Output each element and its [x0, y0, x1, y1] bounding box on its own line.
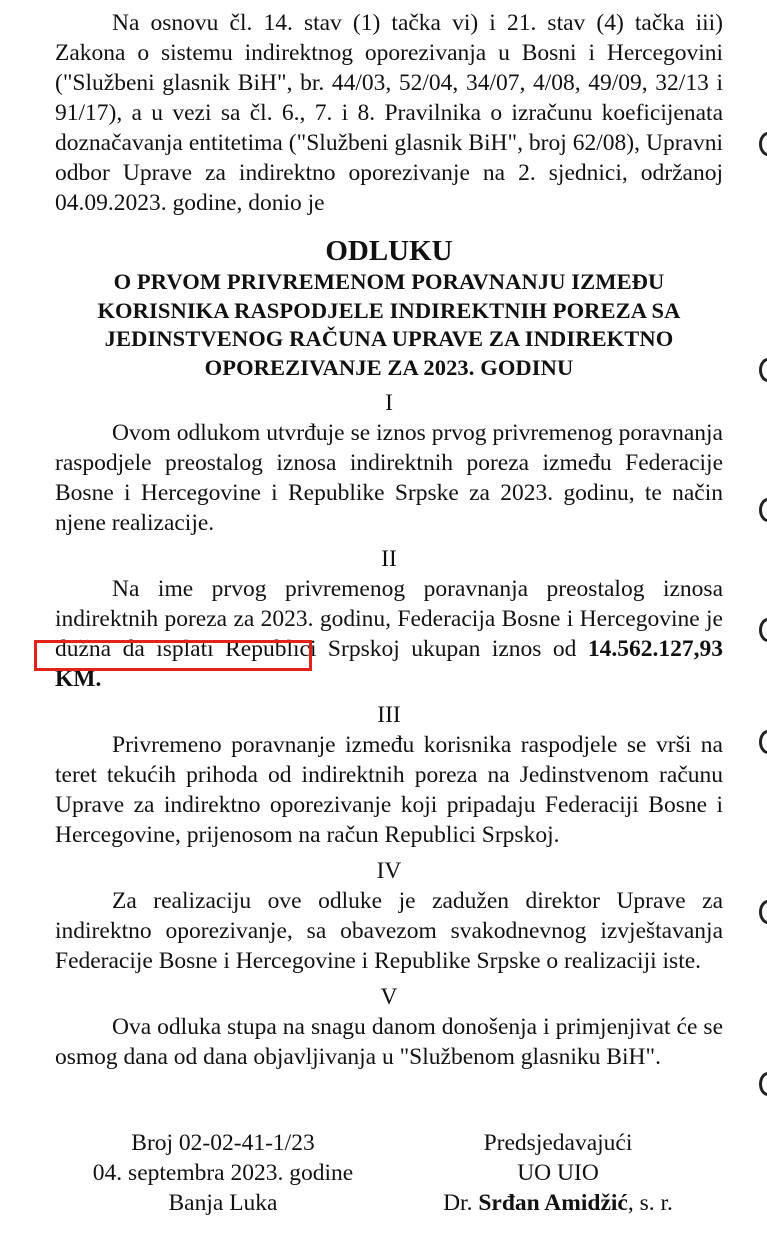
edge-glyph-mark — [759, 730, 767, 754]
edge-glyph-mark — [759, 618, 767, 642]
section-iii-text: Privremeno poravnanje između korisnika raspodjele se vrši na teret tekućih prihoda od indirektnih poreza na Jedinstvenom računu Uprave za indirektno oporezivanje koji pripadaju Federaciji Bosne i Hercegovine, prijenosom na račun Republici Srpskoj. — [55, 732, 723, 848]
payment-amount: 14.562.127,93 KM. — [55, 636, 724, 692]
document-date: 04. septembra 2023. godine — [92, 1160, 354, 1186]
section-number-iv: IV — [376, 858, 402, 884]
signatory-role: Predsjedavajući — [483, 1130, 633, 1156]
signatory-body: UO UIO — [517, 1160, 599, 1186]
section-ii-text — [55, 574, 723, 694]
section-number-ii: II — [381, 546, 397, 572]
edge-glyph-mark — [759, 498, 767, 522]
preamble-paragraph: Na osnovu čl. 14. stav (1) tačka vi) i 21. stav (4) tačka iii) Zakona o sistemu indirektnog oporezivanja u Bosni i Hercegovini ("Službeni glasnik BiH", br. 44/03, 52/04, 34/07, 4/08, 49/09, 32/13 i 91/17), a u vezi sa čl. 6., 7. i 8. Pravilnika o izračunu koeficijenata doznačavanja entitetima ("Službeni glasnik BiH", broj 62/08), Upravni odbor Uprave za indirektno oporezivanje na 2. sjednici, održanoj 04.09.2023. godine, donio je — [55, 10, 723, 216]
signatory-suffix: , s. r. — [627, 1190, 673, 1216]
document-subtitle — [55, 268, 723, 382]
subtitle-line: JEDINSTVENOG RAČUNA UPRAVE ZA INDIREKTNO — [104, 326, 674, 351]
section-iv-text: Za realizaciju ove odluke je zadužen direktor Uprave za indirektno oporezivanje, sa obavezom svakodnevnog izvještavanja Federacije Bosne i Hercegovine i Republike Srpske o realizaciji iste. — [55, 888, 723, 974]
edge-glyph-mark — [759, 1072, 767, 1096]
section-number-iii: III — [377, 702, 401, 728]
subtitle-line: KORISNIKA RASPODJELE INDIREKTNIH POREZA SA — [97, 297, 681, 323]
document-place: Banja Luka — [168, 1190, 278, 1216]
signatory-name: Srđan Amidžić — [478, 1190, 628, 1216]
edge-glyph-mark — [759, 358, 767, 382]
signatory-name-line — [418, 1188, 698, 1218]
edge-glyph-mark — [759, 900, 767, 924]
decision-document — [55, 8, 723, 1072]
section-i-text: Ovom odlukom utvrđuje se iznos prvog privremenog poravnanja raspodjele preostalog iznosa indirektnih poreza između Federacije Bosne i Hercegovine i Republike Srpske za 2023. godinu, te način njene realizacije. — [55, 420, 723, 536]
edge-glyph-mark — [759, 132, 767, 156]
subtitle-line: OPOREZIVANJE ZA 2023. GODINU — [204, 354, 574, 380]
amount-highlight-box — [34, 640, 312, 671]
section-v-text: Ova odluka stupa na snagu danom donošenja i primjenjivat će se osmog dana od dana objavljivanja u "Službenom glasniku BiH". — [55, 1014, 723, 1070]
signatory-prefix: Dr. — [443, 1190, 473, 1216]
document-title: ODLUKU — [325, 235, 453, 267]
document-reference — [75, 1128, 371, 1218]
document-number: Broj 02-02-41-1/23 — [131, 1130, 315, 1156]
signatory — [418, 1128, 698, 1218]
section-number-i: I — [385, 390, 393, 416]
section-number-v: V — [380, 984, 398, 1010]
subtitle-line: O PRVOM PRIVREMENOM PORAVNANJU IZMEĐU — [113, 269, 665, 294]
section-ii-body: Na ime prvog privremenog poravnanja preostalog iznosa indirektnih poreza za 2023. godinu, Federacija Bosne i Hercegovine je dužna da isplati Republici Srpskoj ukupan iznos od — [55, 576, 723, 662]
